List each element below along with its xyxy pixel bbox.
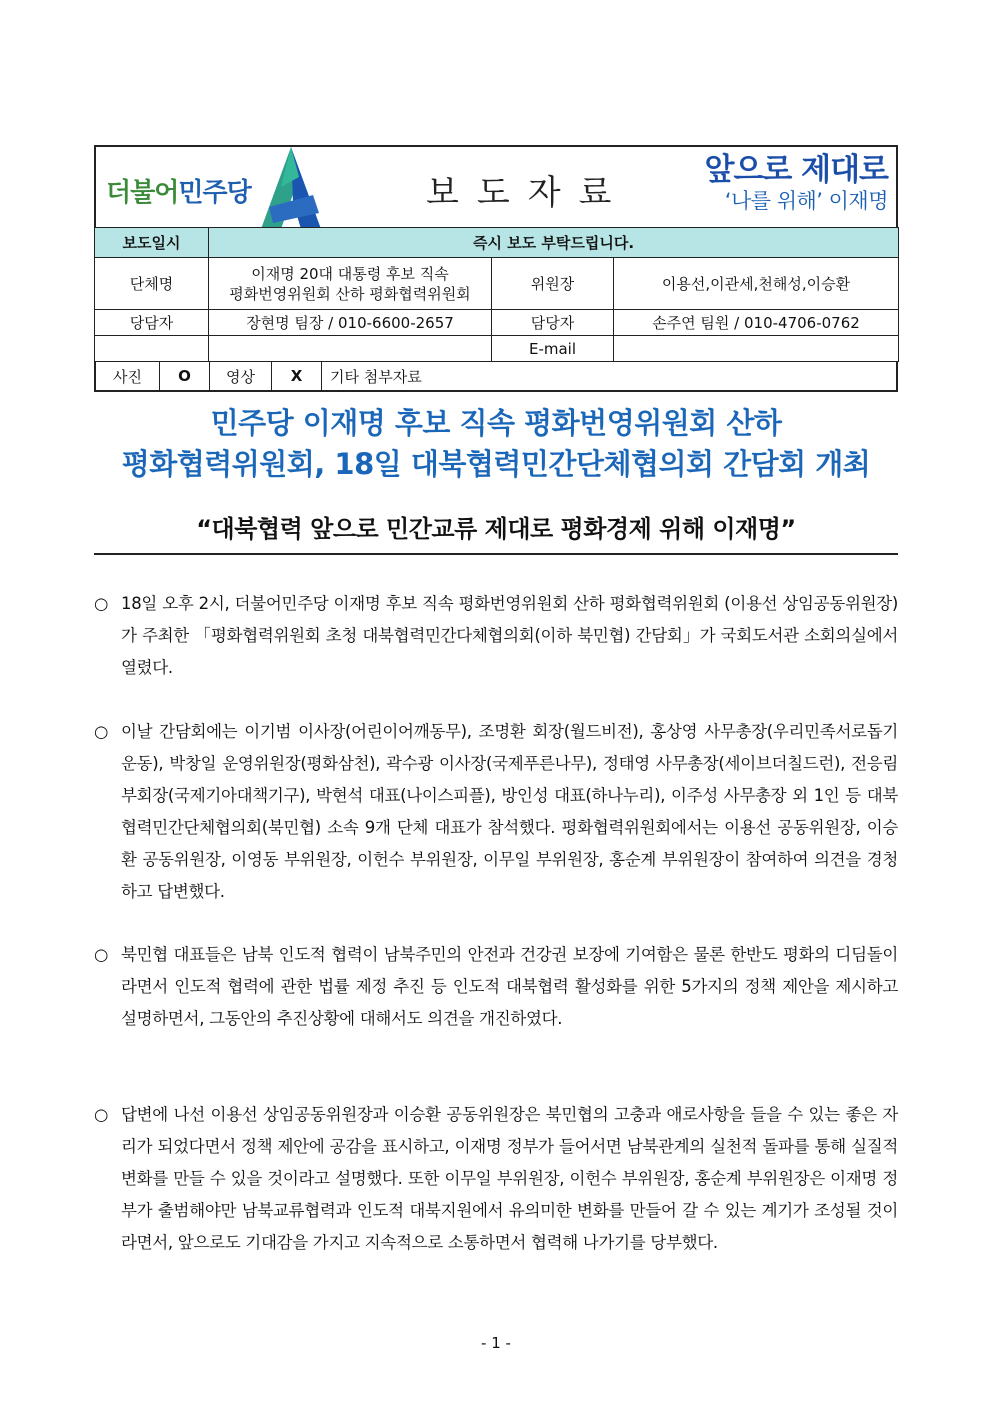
- paragraph: ○ 이날 간담회에는 이기범 이사장(어린이어깨동무), 조명환 회장(월드비전), 홍상영 사무총장(우리민족서로돕기운동), 박창일 운영위원장(평화삼천), 곽수광 이사장(국제푸른나무), 정태영 사무총장(세이브더칠드런), 전응림 부회장(국제기아대책기구), 박현석 대표(나이스피플), 방인성 대표(하나누리), 이주성 사무총장 외 1인 등 대북협력민간단체협의회(북민협) 소속 9개 단체 대표가 참석했다. 평화협력위원회에서는 이용선 공동위원장, 이승환 공동위원장, 이영동 부위원장, 이헌수 부위원장, 이무일 부위원장, 홍순계 부위원장이 참여하여 의견을 경청하고 답변했다.: [94, 716, 898, 908]
- org-value: 이재명 20대 대통령 후보 직속 평화번영위원회 산하 평화협력위원회: [209, 258, 492, 310]
- attachment-label: 기타 첨부자료: [330, 367, 422, 386]
- release-date-value: 즉시 보도 부탁드립니다.: [209, 228, 899, 258]
- contact2-label: 담당자: [492, 310, 614, 336]
- video-value: X: [272, 362, 322, 390]
- divider: [94, 553, 898, 555]
- photo-value: O: [160, 362, 210, 390]
- chair-value: 이용선,이관세,천해성,이승환: [614, 258, 899, 310]
- empty-cell: [209, 336, 492, 362]
- email-label: E-mail: [492, 336, 614, 362]
- org-label: 단체명: [95, 258, 209, 310]
- empty-cell: [95, 336, 209, 362]
- contact1-value: 장현명 팀장 / 010-6600-2657: [209, 310, 492, 336]
- paragraph: ○ 답변에 나선 이용선 상임공동위원장과 이승환 공동위원장은 북민협의 고충과 애로사항을 들을 수 있는 좋은 자리가 되었다면서 정책 제안에 공감을 표시하고, 이재명 정부가 들어서면 남북관계의 실천적 돌파를 통해 실질적 변화를 만들 수 있을 것이라고 설명했다. 또한 이무일 부위원장, 이헌수 부위원장, 홍순계 부위원장은 이재명 정부가 출범해야만 남북교류협력과 인도적 대북지원에서 유의미한 변화를 만들어 갈 수 있는 계기가 조성될 것이라면서, 앞으로도 기대감을 가지고 지속적으로 소통하면서 협력해 나가기를 당부했다.: [94, 1099, 898, 1259]
- email-value: [614, 336, 899, 362]
- chair-label: 위원장: [492, 258, 614, 310]
- video-label: 영상: [210, 362, 272, 390]
- subheadline: “대북협력 앞으로 민간교류 제대로 평화경제 위해 이재명”: [196, 515, 796, 543]
- campaign-slogan: [705, 151, 888, 213]
- headline-line1: 민주당 이재명 후보 직속 평화번영위원회 산하: [210, 406, 782, 440]
- bullet-icon: ○: [94, 1105, 109, 1124]
- release-date-label: 보도일시: [95, 228, 209, 258]
- attachment-row: [94, 361, 898, 392]
- bullet-icon: ○: [94, 945, 109, 964]
- contact1-label: 당담자: [95, 310, 209, 336]
- bullet-icon: ○: [94, 722, 109, 741]
- party-logo: 더불어민주당: [106, 178, 251, 208]
- bullet-icon: ○: [94, 594, 109, 613]
- press-info-table: [94, 227, 899, 362]
- slogan-top: 앞으로 제대로: [704, 152, 888, 188]
- photo-label: 사진: [96, 362, 160, 390]
- party-emblem-icon: [251, 147, 331, 229]
- press-release-header: [94, 145, 898, 227]
- paragraph: ○ 북민협 대표들은 남북 인도적 협력이 남북주민의 안전과 건강권 보장에 기여함은 물론 한반도 평화의 디딤돌이라면서 인도적 협력에 관한 법률 제정 추진 등 인도적 대북협력 활성화를 위한 5가지의 정책 제안을 제시하고 설명하면서, 그동안의 추진상황에 대해서도 의견을 개진하였다.: [94, 939, 898, 1035]
- slogan-bottom: ‘나를 위해’ 이재명: [724, 189, 888, 213]
- page-number: - 1 -: [481, 1334, 511, 1352]
- headline-line2: 평화협력위원회, 18일 대북협력민간단체협의회 간담회 개최: [121, 447, 871, 481]
- document-title: 보도자료: [426, 173, 630, 213]
- contact2-value: 손주연 팀원 / 010-4706-0762: [614, 310, 899, 336]
- paragraph: ○ 18일 오후 2시, 더불어민주당 이재명 후보 직속 평화번영위원회 산하 평화협력위원회 (이용선 상임공동위원장)가 주최한 「평화협력위원회 초청 대북협력민간다체협의회(이하 북민협) 간담회」가 국회도서관 소회의실에서 열렸다.: [94, 588, 898, 684]
